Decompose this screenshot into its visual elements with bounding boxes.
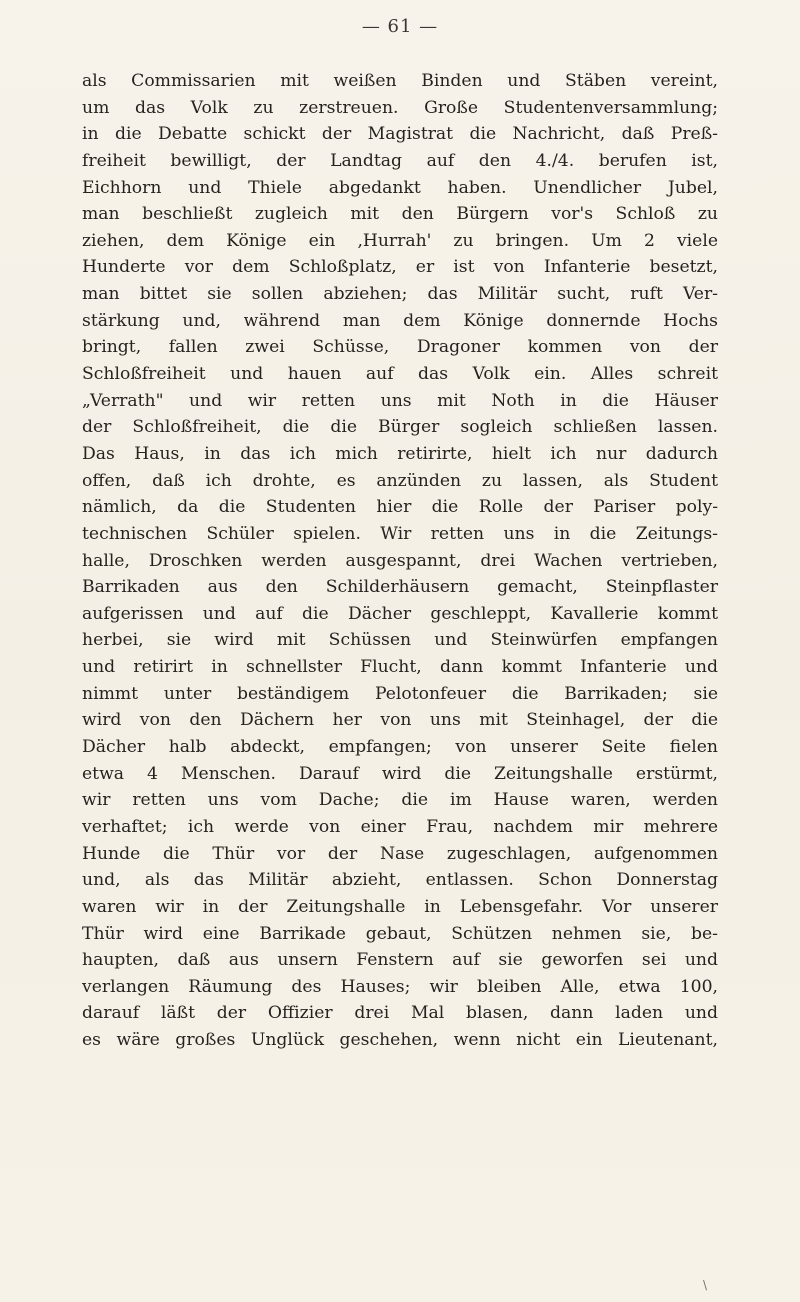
- text-line: nämlich, da die Studenten hier die Rolle der Pariser poly-: [82, 497, 718, 518]
- text-line: Hunde die Thür vor der Nase zugeschlagen, aufgenommen: [82, 843, 718, 864]
- text-line: man beschließt zugleich mit den Bürgern vor's Schloß zu: [82, 204, 718, 225]
- text-line: man bittet sie sollen abziehen; das Militär sucht, ruft Ver-: [82, 284, 718, 305]
- text-line: wird von den Dächern her von uns mit Steinhagel, der die: [82, 710, 718, 731]
- text-line: nimmt unter beständigem Pelotonfeuer die Barrikaden; sie: [82, 683, 718, 704]
- text-line: „Verrath" und wir retten uns mit Noth in die Häuser: [82, 390, 718, 411]
- text-line: und retirirt in schnellster Flucht, dann kommt Infanterie und: [82, 657, 718, 678]
- text-line: herbei, sie wird mit Schüssen und Steinwürfen empfangen: [82, 630, 718, 651]
- text-line: waren wir in der Zeitungshalle in Lebensgefahr. Vor unserer: [82, 896, 718, 917]
- text-line: als Commissarien mit weißen Binden und Stäben vereint,: [82, 71, 718, 91]
- body-text: [82, 68, 718, 1054]
- text-line: verlangen Räumung des Hauses; wir bleiben Alle, etwa 100,: [82, 976, 718, 997]
- text-line: aufgerissen und auf die Dächer geschleppt, Kavallerie kommt: [82, 603, 718, 624]
- text-line: ziehen, dem Könige ein ‚Hurrah' zu bringen. Um 2 viele: [82, 230, 718, 251]
- text-line: etwa 4 Menschen. Darauf wird die Zeitungshalle erstürmt,: [82, 763, 718, 784]
- text-line: verhaftet; ich werde von einer Frau, nachdem mir mehrere: [82, 816, 718, 837]
- page-mark: \: [703, 1278, 708, 1292]
- text-line: Thür wird eine Barrikade gebaut, Schützen nehmen sie, be-: [82, 923, 718, 944]
- text-line: und, als das Militär abzieht, entlassen. Schon Donnerstag: [82, 870, 718, 891]
- text-line: halle, Droschken werden ausgespannt, drei Wachen vertrieben,: [82, 550, 718, 571]
- text-line: es wäre großes Unglück geschehen, wenn nicht ein Lieutenant,: [82, 1030, 718, 1051]
- text-line: freiheit bewilligt, der Landtag auf den 4./4. berufen ist,: [82, 150, 718, 171]
- text-line: Eichhorn und Thiele abgedankt haben. Unendlicher Jubel,: [82, 177, 718, 198]
- text-line: darauf läßt der Offizier drei Mal blasen, dann laden und: [82, 1003, 718, 1024]
- text-line: haupten, daß aus unsern Fenstern auf sie geworfen sei und: [82, 950, 718, 971]
- text-line: offen, daß ich drohte, es anzünden zu lassen, als Student: [82, 470, 718, 491]
- text-line: stärkung und, während man dem Könige donnernde Hochs: [82, 310, 718, 331]
- text-line: Schloßfreiheit und hauen auf das Volk ein. Alles schreit: [82, 364, 718, 385]
- text-line: der Schloßfreiheit, die die Bürger sogleich schließen lassen.: [82, 417, 718, 438]
- text-line: Barrikaden aus den Schilderhäusern gemacht, Steinpflaster: [82, 577, 718, 598]
- text-line: in die Debatte schickt der Magistrat die Nachricht, daß Preß-: [82, 124, 718, 145]
- text-line: Hunderte vor dem Schloßplatz, er ist von Infanterie besetzt,: [82, 257, 718, 278]
- text-line: um das Volk zu zerstreuen. Große Studentenversammlung;: [82, 97, 718, 118]
- text-line: Dächer halb abdeckt, empfangen; von unserer Seite fielen: [82, 737, 718, 758]
- text-line: wir retten uns vom Dache; die im Hause waren, werden: [82, 790, 718, 811]
- text-line: bringt, fallen zwei Schüsse, Dragoner kommen von der: [82, 337, 718, 358]
- page-number: — 61 —: [361, 16, 439, 37]
- text-line: Das Haus, in das ich mich retirirte, hielt ich nur dadurch: [82, 443, 718, 464]
- text-line: technischen Schüler spielen. Wir retten uns in die Zeitungs-: [82, 523, 718, 544]
